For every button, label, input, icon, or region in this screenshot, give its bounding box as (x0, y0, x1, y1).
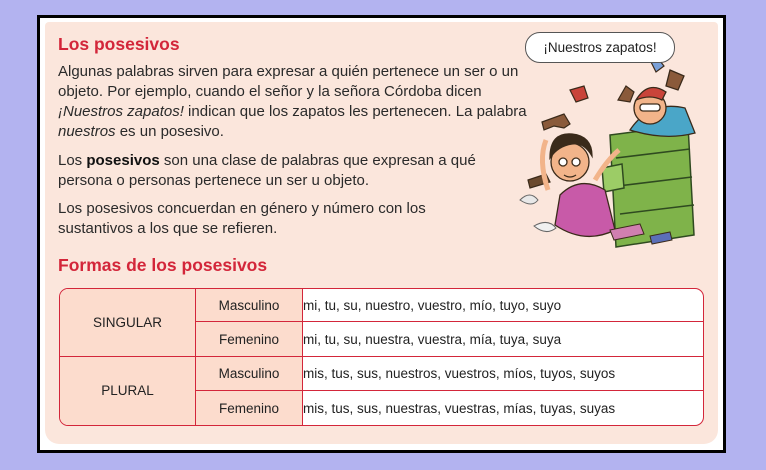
intro-text-c: indican que los zapatos les pertenecen. La palabra (183, 103, 527, 120)
gender-cell: Femenino (196, 321, 303, 356)
forms-cell: mis, tus, sus, nuestros, vuestros, míos, tuyos, suyos (303, 356, 703, 391)
intro-text-a: Algunas palabras sirven para expresar a quién pertenece un ser o un objeto. Por ejemplo, cuando el señor y la señora Córdoba dicen (58, 63, 519, 100)
gender-cell: Masculino (196, 289, 303, 321)
speech-bubble: ¡Nuestros zapatos! (525, 32, 675, 63)
definition-text-a: Los (58, 152, 87, 169)
page-frame (37, 15, 726, 453)
example-word: nuestros (58, 123, 116, 140)
definition-text-c: son una clase de palabras que expresan a qué persona o personas pertenece un ser u objeto. (58, 152, 476, 189)
table-row (60, 356, 703, 391)
content-card (45, 22, 718, 444)
gender-cell: Masculino (196, 356, 303, 391)
table-row (60, 289, 703, 321)
forms-cell: mi, tu, su, nuestra, vuestra, mía, tuya, suya (303, 321, 703, 356)
forms-cell: mi, tu, su, nuestro, vuestro, mío, tuyo, suyo (303, 297, 562, 313)
intro-paragraph (58, 62, 528, 142)
possessives-table (59, 288, 704, 426)
forms-cell: mis, tus, sus, nuestras, vuestras, mías, tuyas, suyas (303, 390, 703, 425)
gender-cell: Femenino (196, 390, 303, 425)
definition-term: posesivos (86, 152, 160, 169)
intro-text-e: es un posesivo. (115, 123, 224, 140)
section-title: Los posesivos (58, 34, 180, 54)
example-quote: ¡Nuestros zapatos! (58, 103, 184, 120)
number-cell-plural: PLURAL (60, 356, 196, 425)
number-cell-singular: SINGULAR (60, 289, 196, 356)
definition-paragraph (58, 151, 498, 191)
agreement-paragraph: Los posesivos concuerdan en género y número con los sustantivos a los que se refieren. (58, 200, 426, 237)
shoes-illustration (500, 30, 712, 262)
forms-title: Formas de los posesivos (58, 255, 268, 275)
